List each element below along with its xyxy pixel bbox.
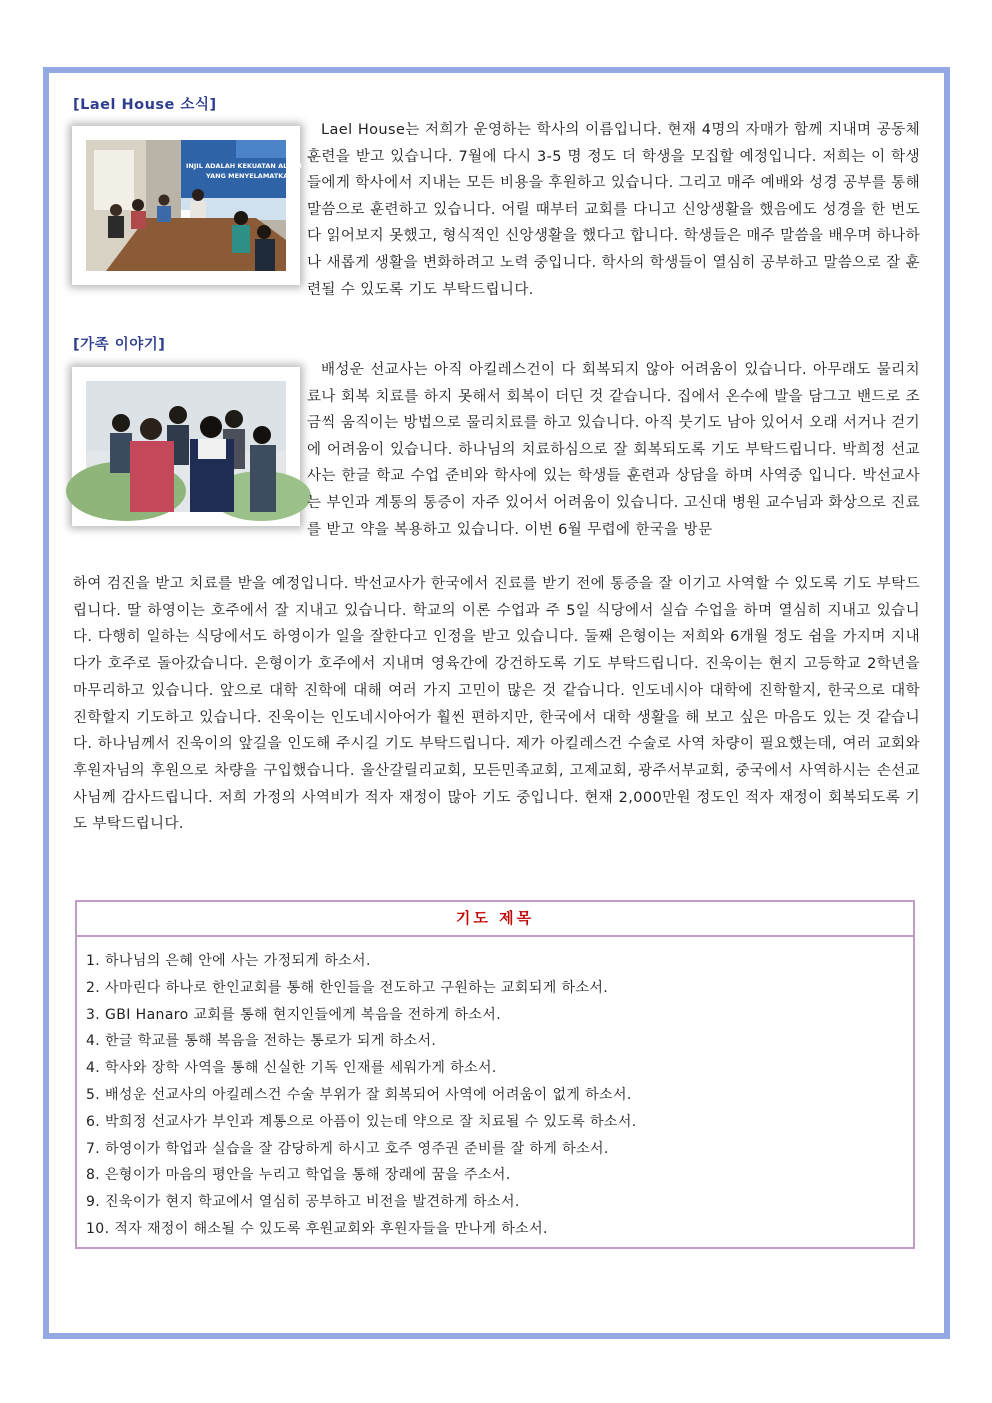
family-body-narrow: 배성운 선교사는 아직 아킬레스건이 다 회복되지 않아 어려움이 있습니다. 아무래도 물리치료나 회복 치료를 하지 못해서 회복이 더딘 것 같습니다. 집에서 온수에 발을 담그고 밴드로 조금씩 움직이는 방법으로 물리치료를 하고 있습니다. 아직 붓기도 남아 있어서 오래 서거나 걷기에 어려움이 있습니다. 하나님의 치료하심으로 잘 회복되도록 기도 부탁드립니다. 박희정 선교사는 한글 학교 수업 준비와 학사에 있는 학생들 훈련과 상담을 하며 사역중 입니다. 박선교사는 부인과 계통의 통증이 자주 있어서 어려움이 있습니다. 고신대 병원 교수님과 화상으로 진료를 받고 약을 복용하고 있습니다. 이번 6월 무렵에 한국을 방문 bbox=[307, 362, 920, 538]
section-heading-family: [가족 이야기] bbox=[73, 337, 166, 353]
family-body-wide: 하여 검진을 받고 치료를 받을 예정입니다. 박선교사가 한국에서 진료를 받기 전에 통증을 잘 이기고 사역할 수 있도록 기도 부탁드립니다. 딸 하영이는 호주에서 잘 지내고 있습니다. 학교의 이론 수업과 주 5일 식당에서 실습 수업을 하며 열심히 지내고 있습니다. 다행히 일하는 식당에서도 하영이가 일을 잘한다고 인정을 받고 있습니다. 둘째 은형이는 저희와 6개월 정도 쉼을 가지며 지내다가 호주로 돌아갔습니다. 은형이가 호주에서 지내며 영육간에 강건하도록 기도 부탁드립니다. 진욱이는 현지 고등학교 2학년을 마무리하고 있습니다. 앞으로 대학 진학에 대해 여러 가지 고민이 많은 것 같습니다. 인도네시아 대학에 진학할지, 한국으로 대학 진학할지 기도하고 있습니다. 진욱이는 인도네시아어가 훨씬 편하지만, 한국에서 대학 생활을 해 보고 싶은 마음도 있는 것 같습니다. 하나님께서 진욱이의 앞길을 인도해 주시길 기도 부탁드립니다. 제가 아킬레스건 수술로 사역 차량이 필요했는데, 여러 교회와 후원자님의 후원으로 차량을 구입했습니다. 울산갈릴리교회, 모든민족교회, 고제교회, 광주서부교회, 중국에서 사역하시는 손선교사님께 감사드립니다. 저희 가정의 사역비가 적자 재정이 많아 기도 중입니다. 현재 2,000만원 정도인 적자 재정이 회복되도록 기도 부탁드립니다. bbox=[73, 576, 920, 833]
meeting-photo bbox=[72, 126, 300, 285]
banner-text-line-1: INJIL ADALAH KEKUATAN ALLAH bbox=[186, 162, 302, 170]
family-photo-image bbox=[86, 381, 286, 512]
prayer-title: 기도 제목 bbox=[77, 902, 913, 937]
prayer-item: 9. 진욱이가 현지 학교에서 열심히 공부하고 비전을 발견하게 하소서. bbox=[86, 1194, 520, 1211]
prayer-item: 4. 한글 학교를 통해 복음을 전하는 통로가 되게 하소서. bbox=[86, 1033, 437, 1050]
prayer-item: 5. 배성운 선교사의 아킬레스건 수술 부위가 잘 회복되어 사역에 어려움이 없게 하소서. bbox=[86, 1086, 632, 1103]
prayer-box bbox=[75, 900, 915, 1249]
section-heading-lael-house: [Lael House 소식] bbox=[73, 97, 217, 113]
banner-text-line-2: YANG MENYELAMATKAN bbox=[206, 172, 294, 180]
meeting-photo-image bbox=[86, 140, 302, 271]
prayer-item: 3. GBI Hanaro 교회를 통해 현지인들에게 복음을 전하게 하소서. bbox=[86, 1006, 502, 1023]
prayer-item: 10. 적자 재정이 해소될 수 있도록 후원교회와 후원자들을 만나게 하소서. bbox=[86, 1220, 548, 1237]
prayer-list bbox=[77, 937, 913, 1243]
family-photo bbox=[72, 367, 300, 526]
lael-house-body: Lael House는 저희가 운영하는 학사의 이름입니다. 현재 4명의 자매가 함께 지내며 공동체 훈련을 받고 있습니다. 7월에 다시 3-5 명 정도 더 학생을 모집할 예정입니다. 저희는 이 학생들에게 학사에서 지내는 모든 비용을 후원하고 있습니다. 그리고 매주 예배와 성경 공부를 통해 말씀으로 훈련하고 있습니다. 어릴 때부터 교회를 다니고 신앙생활을 했음에도 성경을 한 번도 다 읽어보지 못했고, 형식적인 신앙생활을 했다고 합니다. 학생들은 매주 말씀을 배우며 하나하나 새롭게 생활을 변화하려고 노력 중입니다. 학사의 학생들이 열심히 공부하고 말씀으로 잘 훈련될 수 있도록 기도 부탁드립니다. bbox=[307, 122, 920, 298]
prayer-item: 8. 은형이가 마음의 평안을 누리고 학업을 통해 장래에 꿈을 주소서. bbox=[86, 1167, 511, 1184]
prayer-item: 2. 사마린다 하나로 한인교회를 통해 한인들을 전도하고 구원하는 교회되게 하소서. bbox=[86, 979, 609, 996]
prayer-item: 1. 하나님의 은혜 안에 사는 가정되게 하소서. bbox=[86, 953, 371, 969]
prayer-item: 7. 하영이가 학업과 실습을 잘 감당하게 하시고 호주 영주권 준비를 잘 하게 하소서. bbox=[86, 1140, 609, 1157]
prayer-item: 4. 학사와 장학 사역을 통해 신실한 기독 인재를 세워가게 하소서. bbox=[86, 1060, 497, 1077]
prayer-item: 6. 박희정 선교사가 부인과 계통으로 아픔이 있는데 약으로 잘 치료될 수 있도록 하소서. bbox=[86, 1113, 637, 1130]
